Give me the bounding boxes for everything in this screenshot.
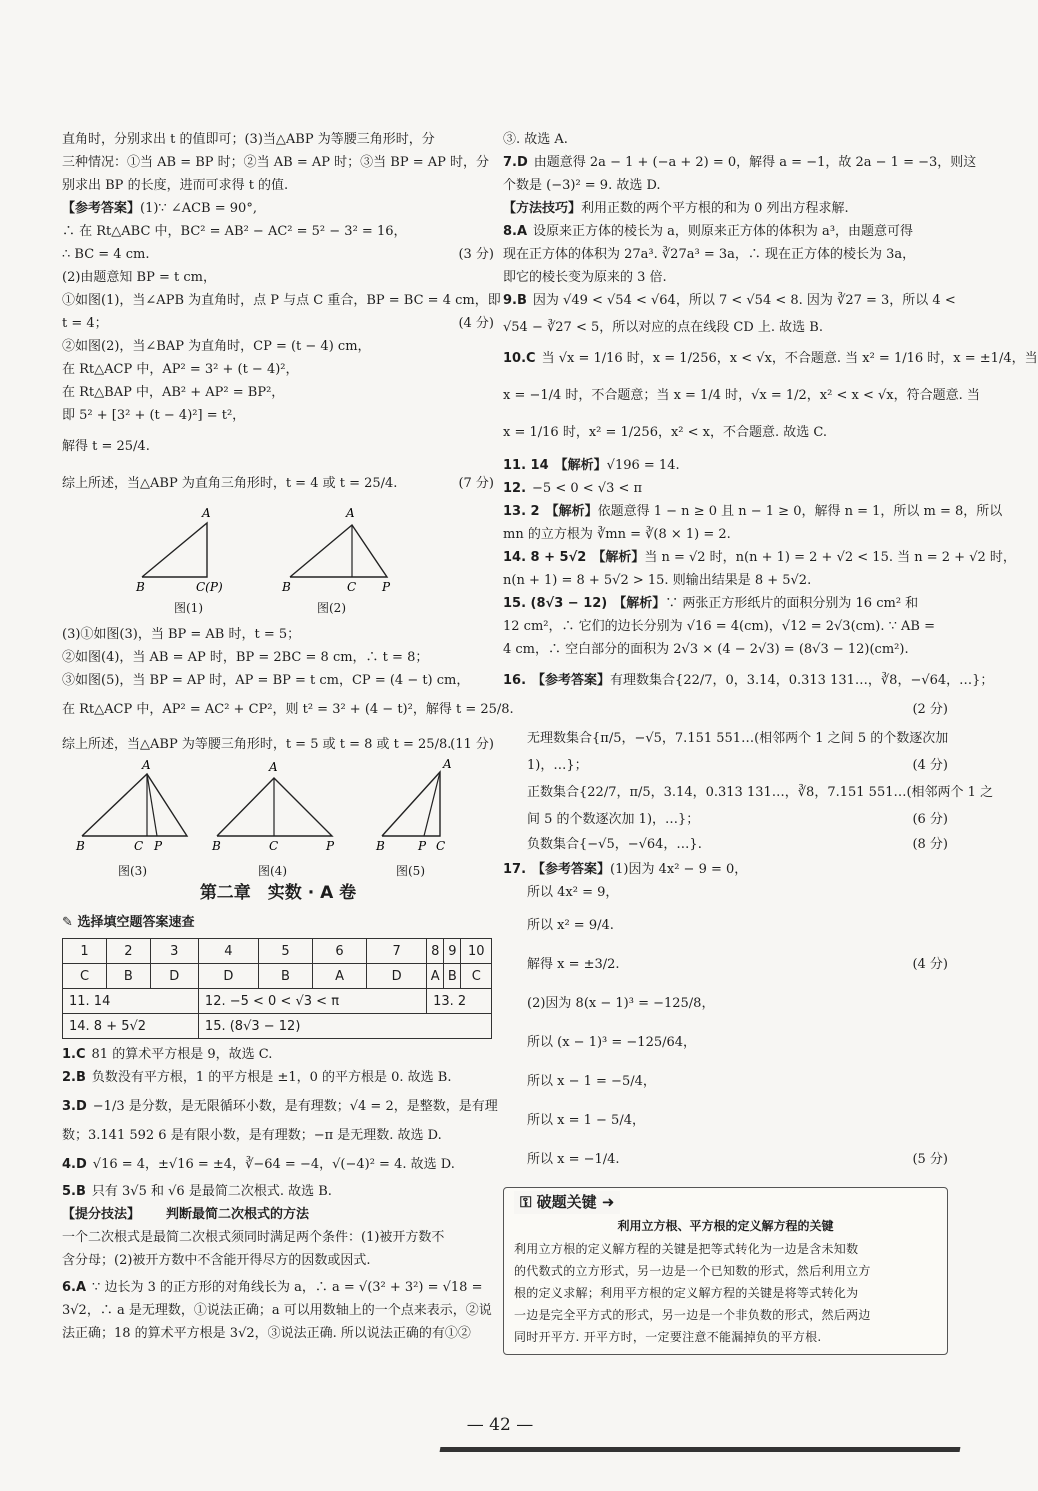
item-number: 1.C xyxy=(62,1047,86,1062)
text-line: 4 cm，∴ 空白部分的面积为 2√3 × (4 − 2√3) = (8√3 − 12)(cm²). xyxy=(503,642,909,657)
item-number: 7.D xyxy=(503,155,528,170)
quick-check-title xyxy=(62,911,494,934)
solution-14 xyxy=(503,546,1016,569)
ref-answer-tag: 【参考答案】 xyxy=(532,862,611,877)
key-icon: ⚿ xyxy=(520,1193,532,1211)
fig2-caption: 图(2) xyxy=(317,601,346,615)
tip-tag: 【提分技法】 xyxy=(62,1207,141,1222)
solution-2 xyxy=(62,1066,494,1089)
score: (7 分) xyxy=(458,476,494,491)
fig5-label-b: B xyxy=(376,839,385,853)
solution-8 xyxy=(503,220,948,243)
text: ∵ 两张正方形纸片的面积分别为 16 cm² 和 xyxy=(665,596,919,611)
table-row xyxy=(63,939,492,964)
text: ∴ BC = 4 cm. xyxy=(62,247,150,262)
table-cell: C xyxy=(461,964,492,989)
fig4-label-a: A xyxy=(269,760,278,774)
key-title: 利用立方根、平方根的定义解方程的关键 xyxy=(617,1219,834,1233)
table-cell: 8 xyxy=(427,939,444,964)
text: 因为 √49 < √54 < √64，所以 7 < √54 < 8. 因为 ∛27 = 3，所以 4 < xyxy=(532,293,956,308)
analysis-tag: 【解析】 xyxy=(545,504,598,519)
text-line: ∴ 在 Rt△ABC 中，BC² = AB² − AC² = 5² − 3² = 16， xyxy=(62,224,407,239)
solution-1 xyxy=(62,1043,494,1066)
right-column xyxy=(503,128,1038,1355)
key-box xyxy=(503,1187,948,1355)
method-tag: 【方法技巧】 xyxy=(503,201,582,216)
text-line: 所以 x = 1 − 5/4， xyxy=(527,1113,645,1128)
text: 综上所述，当△ABP 为直角三角形时，t = 4 或 t = 25/4. xyxy=(62,476,398,491)
fig2-label-a: A xyxy=(346,506,355,520)
text-line: ②如图(2)，当∠BAP 为直角时，CP = (t − 4) cm， xyxy=(62,339,371,354)
text-line: 个数是 (−3)² = 9. 故选 D. xyxy=(503,178,661,193)
text-line: 一个二次根式是最简二次根式须同时满足两个条件：(1)被开方数不 xyxy=(62,1230,445,1245)
text-line: 3√2，∴ a 是无理数，①说法正确；a 可以用数轴上的一个点来表示，②说 xyxy=(62,1303,492,1318)
figures-1-2 xyxy=(62,495,494,623)
table-cell: C xyxy=(63,964,107,989)
fig2-label-b: B xyxy=(282,580,291,594)
fig1-label-b: B xyxy=(136,580,145,594)
item-number: 16. xyxy=(503,673,527,688)
solution-13 xyxy=(503,500,1003,523)
tip-title: 判断最简二次根式的方法 xyxy=(166,1207,310,1222)
text: 只有 3√5 和 √6 是最简二次根式. 故选 B. xyxy=(91,1184,332,1199)
text-line: (2)因为 8(x − 1)³ = −125/8， xyxy=(527,996,715,1011)
text: 负数集合{−√5，−√64，…}. xyxy=(527,837,702,852)
item-number: 4.D xyxy=(62,1157,87,1172)
solution-12 xyxy=(503,477,948,500)
text-line xyxy=(62,472,494,495)
text-line: 解得 t = 25/4. xyxy=(62,439,150,454)
table-cell: 6 xyxy=(313,939,367,964)
score: (2 分) xyxy=(912,702,948,717)
fig5-label-a: A xyxy=(443,757,452,771)
text-line xyxy=(503,808,948,831)
solution-11 xyxy=(503,454,948,477)
pencil-icon: ✎ xyxy=(62,915,73,930)
text-line: 在 Rt△ACP 中，AP² = AC² + CP²，则 t² = 3² + (4 − t)²，解得 t = 25/8. xyxy=(62,702,514,717)
table-cell: A xyxy=(427,964,444,989)
text: −5 < 0 < √3 < π xyxy=(532,481,643,496)
text-line: n(n + 1) = 8 + 5√2 > 15. 则输出结果是 8 + 5√2. xyxy=(503,573,812,588)
table-cell: 13. 2 xyxy=(427,989,492,1014)
item-number: 10.C xyxy=(503,351,536,366)
item-number: 9.B xyxy=(503,293,527,308)
item-number: 17. xyxy=(503,862,527,877)
text-line: (3)①如图(3)，当 BP = AB 时，t = 5； xyxy=(62,627,301,642)
table-row xyxy=(63,964,492,989)
table-cell: D xyxy=(367,964,427,989)
text: 当 n = √2 时，n(n + 1) = 2 + √2 < 15. 当 n = 2 + √2 时， xyxy=(644,550,1016,565)
table-cell: 7 xyxy=(367,939,427,964)
text-line: 所以 (x − 1)³ = −125/64， xyxy=(527,1035,697,1050)
text-line: (2)由题意知 BP = t cm， xyxy=(62,270,216,285)
text-line: 含分母；(2)被开方数中不含能开得尽方的因数或因式. xyxy=(62,1253,371,1268)
score: (4 分) xyxy=(912,758,948,773)
score: (11 分) xyxy=(450,737,494,752)
text: 综上所述，当△ABP 为等腰三角形时，t = 5 或 t = 8 或 t = 25/8. xyxy=(62,737,452,752)
text: (1)因为 4x² − 9 = 0， xyxy=(610,862,748,877)
text: t = 4； xyxy=(62,316,108,331)
text-line: 正数集合{22/7，π/5，3.14，0.313 131…，∛8，7.151 551…(相邻两个 1 之 xyxy=(527,785,994,800)
table-cell: 9 xyxy=(444,939,461,964)
text: 利用正数的两个平方根的和为 0 列出方程求解. xyxy=(581,201,849,216)
arrow-icon: ➜ xyxy=(601,1193,615,1211)
key-head xyxy=(514,1191,620,1214)
fig5-label-c: C xyxy=(436,839,446,853)
text-line: ②如图(4)，当 AB = AP 时，BP = 2BC = 8 cm，∴ t = 8； xyxy=(62,650,429,665)
table-cell: B xyxy=(258,964,312,989)
text-line: 三种情况：①当 AB = BP 时；②当 AB = AP 时；③当 BP = AP 时，分 xyxy=(62,155,490,170)
text: 设原来正方体的棱长为 a，则原来正方体的体积为 a³，由题意可得 xyxy=(533,224,914,239)
table-cell: A xyxy=(313,964,367,989)
item-number: 8.A xyxy=(503,224,528,239)
fig2-triangle xyxy=(290,525,387,577)
table-cell: 1 xyxy=(63,939,107,964)
ref-answer-line xyxy=(62,197,494,220)
solution-6 xyxy=(62,1276,494,1299)
text-line: ③. 故选 A. xyxy=(503,132,568,147)
table-cell: B xyxy=(444,964,461,989)
table-cell: 14. 8 + 5√2 xyxy=(63,1014,199,1039)
ref-answer-tag: 【参考答案】 xyxy=(62,201,141,216)
table-row xyxy=(63,989,492,1014)
text: √16 = 4，±√16 = ±4，∛−64 = −4，√(−4)² = 4. 故选 D. xyxy=(92,1157,455,1172)
text: 1)，…}； xyxy=(527,758,588,773)
fig5-label-p: P xyxy=(418,839,427,853)
score: (6 分) xyxy=(912,812,948,827)
fig3-label-b: B xyxy=(76,839,85,853)
text: √196 = 14. xyxy=(606,458,680,473)
text-line: 数；3.141 592 6 是有限小数，是有理数；−π 是无理数. 故选 D. xyxy=(62,1128,442,1143)
text-line: 别求出 BP 的长度，进而可求得 t 的值. xyxy=(62,178,289,193)
table-cell: 5 xyxy=(258,939,312,964)
key-line: 利用立方根的定义解方程的关键是把等式转化为一边是含未知数 xyxy=(514,1242,859,1256)
fig3-caption: 图(3) xyxy=(118,864,147,878)
solution-3 xyxy=(62,1095,498,1118)
text: 解得 x = ±3/2. xyxy=(527,957,620,972)
text-line xyxy=(503,754,948,777)
score: (4 分) xyxy=(912,957,948,972)
solution-5 xyxy=(62,1180,494,1203)
text-line: 12 cm²，∴ 它们的边长分别为 √16 = 4(cm)，√12 = 2√3(cm). ∵ AB = xyxy=(503,619,935,634)
key-line: 的代数式的立方形式，另一边是一个已知数的形式，然后利用立方 xyxy=(514,1264,871,1278)
text: 81 的算术平方根是 9，故选 C. xyxy=(91,1047,273,1062)
key-line: 根的定义求解；利用平方根的定义解方程的关键是将等式转化为 xyxy=(514,1286,859,1300)
text: −1/3 是分数，是无限循环小数，是有理数；√4 = 2，是整数，是有理 xyxy=(92,1099,498,1114)
text-line: 现在正方体的体积为 27a³. ∛27a³ = 3a，∴ 现在正方体的棱长为 3a， xyxy=(503,247,916,262)
solution-9 xyxy=(503,289,956,312)
figure-1-2-svg xyxy=(62,495,494,595)
fig4-label-c: C xyxy=(269,839,279,853)
score: (8 分) xyxy=(912,837,948,852)
analysis-tag: 【解析】 xyxy=(554,458,607,473)
table-cell: 4 xyxy=(198,939,258,964)
fig4-caption: 图(4) xyxy=(258,864,287,878)
ref-answer-tag: 【参考答案】 xyxy=(532,673,611,688)
figures-3-5 xyxy=(62,756,494,876)
fig3-label-c: C xyxy=(134,839,144,853)
quick-check-text: 选择填空题答案速查 xyxy=(77,915,195,930)
method-line xyxy=(503,197,948,220)
item-number: 2.B xyxy=(62,1070,86,1085)
text-line xyxy=(503,1148,948,1171)
fig5-caption: 图(5) xyxy=(396,864,425,878)
fig4-label-p: P xyxy=(326,839,335,853)
analysis-tag: 【解析】 xyxy=(613,596,666,611)
text-line: ①如图(1)，当∠APB 为直角时，点 P 与点 C 重合，BP = BC = 4 cm，即 xyxy=(62,293,501,308)
answer-table xyxy=(62,938,492,1039)
text-line: 所以 x − 1 = −5/4， xyxy=(527,1074,656,1089)
chapter-title: 第二章 实数 · A 卷 xyxy=(199,883,357,903)
text-line: 直角时，分别求出 t 的值即可；(3)当△ABP 为等腰三角形时，分 xyxy=(62,132,435,147)
text-line xyxy=(62,312,494,335)
text: 当 √x = 1/16 时，x = 1/256，x < √x，不合题意. 当 x² = 1/16 时，x = ±1/4，当 xyxy=(541,351,1038,366)
fig3-label-p: P xyxy=(154,839,163,853)
text-line: 所以 4x² = 9， xyxy=(527,885,619,900)
text-line: mn 的立方根为 ∛mn = ∛(8 × 1) = 2. xyxy=(503,527,731,542)
score: (5 分) xyxy=(912,1152,948,1167)
key-head-text: 破题关键 xyxy=(536,1193,597,1211)
text-line: 即它的棱长变为原来的 3 倍. xyxy=(503,270,667,285)
fig3-label-a: A xyxy=(142,758,151,772)
fig5-triangle xyxy=(382,772,440,836)
item-number: 12. xyxy=(503,481,527,496)
solution-10 xyxy=(503,347,1038,370)
solution-7 xyxy=(503,151,977,174)
fig1-label-a: A xyxy=(202,506,211,520)
solution-16 xyxy=(503,669,994,692)
text-line: 在 Rt△ACP 中，AP² = 3² + (t − 4)²， xyxy=(62,362,299,377)
text-line: 法正确；18 的算术平方根是 3√2，③说法正确. 所以说法正确的有①② xyxy=(62,1326,471,1341)
item-number: 15. (8√3 − 12) xyxy=(503,596,608,611)
text-line: x = −1/4 时，不合题意；当 x = 1/4 时，√x = 1/2，x² < x < √x，符合题意. 当 xyxy=(503,388,980,403)
score: (3 分) xyxy=(458,247,494,262)
table-cell: 10 xyxy=(461,939,492,964)
fig2-label-p: P xyxy=(382,580,391,594)
score: (4 分) xyxy=(458,316,494,331)
text: 负数没有平方根，1 的平方根是 ±1，0 的平方根是 0. 故选 B. xyxy=(91,1070,452,1085)
table-cell: 12. −5 < 0 < √3 < π xyxy=(198,989,426,1014)
fig1-triangle xyxy=(142,523,207,577)
key-line: 同时开平方. 开平方时，一定要注意不能漏掉负的平方根. xyxy=(514,1330,822,1344)
table-row xyxy=(63,1014,492,1039)
text-line xyxy=(503,953,948,976)
table-cell: 3 xyxy=(150,939,198,964)
text-line: 无理数集合{π/5，−√5，7.151 551…(相邻两个 1 之间 5 的个数逐次加 xyxy=(527,731,949,746)
table-cell: D xyxy=(150,964,198,989)
table-cell: 11. 14 xyxy=(63,989,199,1014)
text: (1)∵ ∠ACB = 90°, xyxy=(140,201,257,216)
text-line xyxy=(503,833,948,856)
item-number: 11. 14 xyxy=(503,458,549,473)
fig3-ap xyxy=(147,774,157,836)
page-number: — 42 — xyxy=(466,1415,534,1435)
text: 所以 x = −1/4. xyxy=(527,1152,620,1167)
key-line: 一边是完全平方式的形式，另一边是一个非负数的形式，然后两边 xyxy=(514,1308,871,1322)
tip-header xyxy=(62,1203,494,1226)
item-number: 5.B xyxy=(62,1184,86,1199)
left-column xyxy=(62,128,514,1345)
fig1-label-cp: C(P) xyxy=(196,580,223,594)
text: 间 5 的个数逐次加 1)，…}； xyxy=(527,812,700,827)
text-line xyxy=(62,243,494,266)
text-line: 在 Rt△BAP 中，AB² + AP² = BP²， xyxy=(62,385,285,400)
text-line: 所以 x² = 9/4. xyxy=(527,918,614,933)
text-line: ③如图(5)，当 BP = AP 时，AP = BP = t cm，CP = (4 − t) cm， xyxy=(62,673,470,688)
table-cell: 15. (8√3 − 12) xyxy=(198,1014,491,1039)
solution-15 xyxy=(503,592,948,615)
text-line: 即 5² + [3² + (t − 4)²] = t²， xyxy=(62,408,246,423)
table-cell: D xyxy=(198,964,258,989)
text: ∵ 边长为 3 的正方形的对角线长为 a，∴ a = √(3² + 3²) = √18 = xyxy=(92,1280,483,1295)
table-cell: B xyxy=(107,964,150,989)
analysis-tag: 【解析】 xyxy=(592,550,645,565)
text: 有理数集合{22/7，0，3.14，0.313 131…，∛8，−√64，…}； xyxy=(610,673,994,688)
solution-17 xyxy=(503,858,948,881)
text-line: x = 1/16 时，x² = 1/256，x² < x，不合题意. 故选 C. xyxy=(503,425,828,440)
fig4-label-b: B xyxy=(212,839,221,853)
item-number: 6.A xyxy=(62,1280,87,1295)
fig2-label-c: C xyxy=(347,580,357,594)
footer-stripe xyxy=(440,1447,961,1452)
item-number: 14. 8 + 5√2 xyxy=(503,550,587,565)
item-number: 3.D xyxy=(62,1099,87,1114)
text: 由题意得 2a − 1 + (−a + 2) = 0，解得 a = −1，故 2a − 1 = −3，则这 xyxy=(533,155,977,170)
score-line xyxy=(503,698,948,721)
table-cell: 2 xyxy=(107,939,150,964)
item-number: 13. 2 xyxy=(503,504,540,519)
fig3-triangle xyxy=(82,774,187,836)
text-line: √54 − ∛27 < 5，所以对应的点在线段 CD 上. 故选 B. xyxy=(503,320,823,335)
fig1-caption: 图(1) xyxy=(174,601,203,615)
figure-3-5-svg xyxy=(62,756,494,856)
solution-4 xyxy=(62,1153,494,1176)
text: 依题意得 1 − n ≥ 0 且 n − 1 ≥ 0，解得 n = 1，所以 m = 8，所以 xyxy=(597,504,1003,519)
text-line xyxy=(62,733,494,756)
